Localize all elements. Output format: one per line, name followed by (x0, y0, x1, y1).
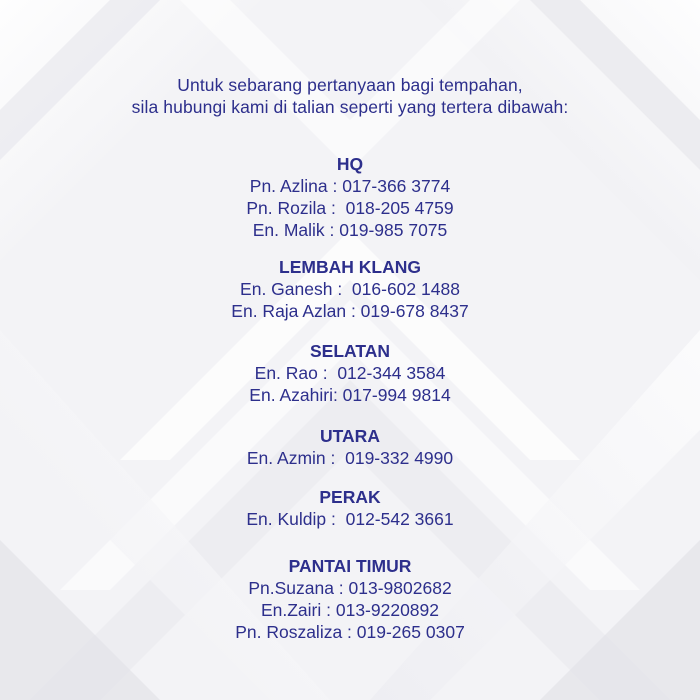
region-title: LEMBAH KLANG (279, 257, 421, 277)
contact-line: En. Rao : 012-344 3584 (254, 363, 446, 383)
region-title: PANTAI TIMUR (288, 556, 412, 576)
region-selatan (0, 340, 700, 406)
region-title: PERAK (319, 487, 381, 507)
region-hq (0, 153, 700, 241)
region-perak (0, 486, 700, 530)
contact-line: En. Raja Azlan : 019-678 8437 (231, 301, 469, 321)
region-title: HQ (336, 154, 364, 174)
contact-line: En. Kuldip : 012-542 3661 (246, 509, 454, 529)
contact-line: Pn. Azlina : 017-366 3774 (249, 176, 451, 196)
region-pantai-timur (0, 555, 700, 643)
intro-line-2: sila hubungi kami di talian seperti yang tertera dibawah: (131, 97, 569, 117)
contact-line: En. Malik : 019-985 7075 (252, 220, 448, 240)
region-title: UTARA (320, 426, 380, 446)
contact-line: En. Azahiri: 017-994 9814 (249, 385, 451, 405)
contact-line: Pn.Suzana : 013-9802682 (248, 578, 452, 598)
contact-line: Pn. Roszaliza : 019-265 0307 (235, 622, 465, 642)
contact-line: En.Zairi : 013-9220892 (260, 600, 440, 620)
contact-line: Pn. Rozila : 018-205 4759 (246, 198, 454, 218)
region-utara (0, 425, 700, 469)
intro-text (0, 74, 700, 118)
contact-line: En. Ganesh : 016-602 1488 (240, 279, 460, 299)
region-lembah-klang (0, 256, 700, 322)
intro-line-1: Untuk sebarang pertanyaan bagi tempahan, (177, 75, 523, 95)
contact-line: En. Azmin : 019-332 4990 (246, 448, 454, 468)
region-title: SELATAN (309, 341, 391, 361)
